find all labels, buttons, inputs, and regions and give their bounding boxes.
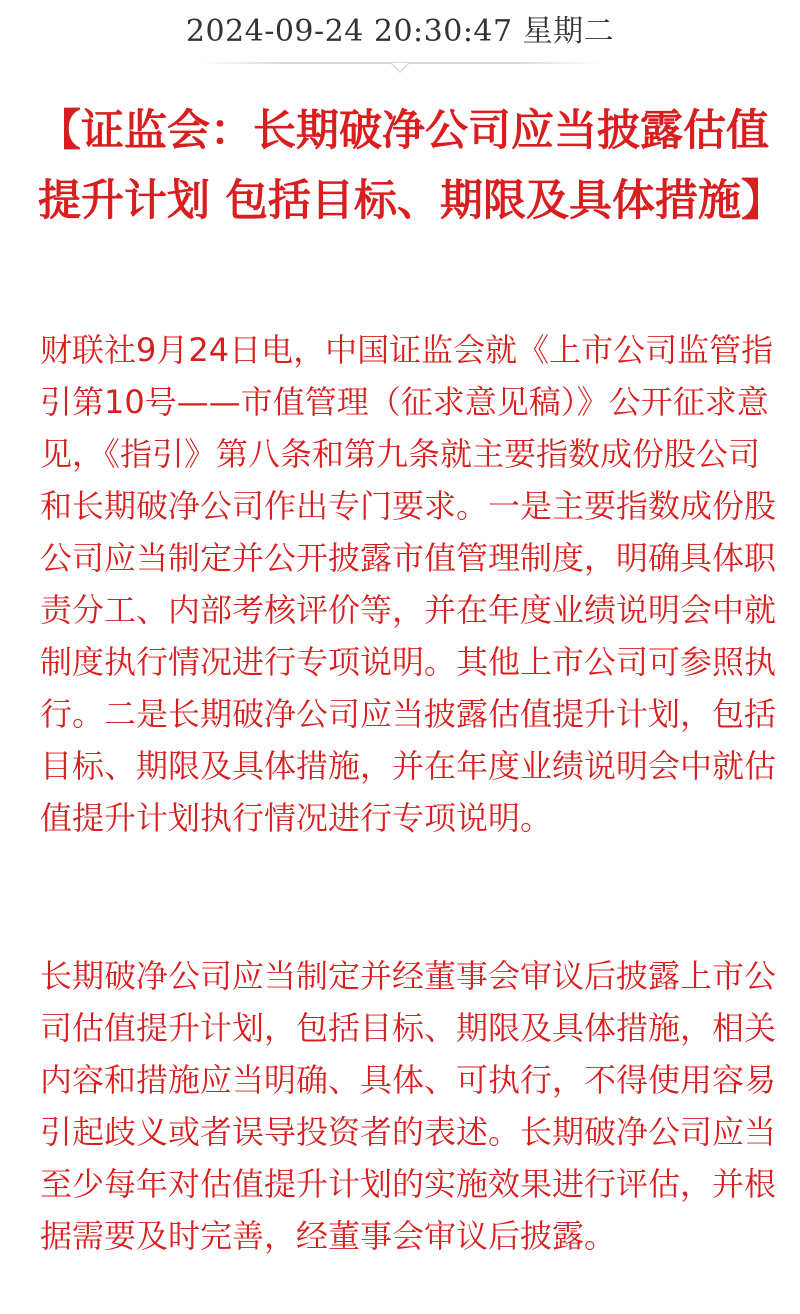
divider-notch-icon	[391, 63, 409, 73]
article-paragraph-2: 长期破净公司应当制定并经董事会审议后披露上市公司估值提升计划，包括目标、期限及具体措施，相关内容和措施应当明确、具体、可执行，不得使用容易引起歧义或者误导投资者的表述。长期破净公司应当至少每年对估值提升计划的实施效果进行评估，并根据需要及时完善，经董事会审议后披露。	[40, 957, 777, 1255]
article-headline: 【证监会：长期破净公司应当披露估值提升计划 包括目标、期限及具体措施】	[38, 106, 784, 226]
publish-datetime: 2024-09-24 20:30:47 星期二	[185, 14, 615, 49]
article-paragraph-1: 财联社9月24日电，中国证监会就《上市公司监管指引第10号——市值管理（征求意见稿）》公开征求意见，《指引》第八条和第九条就主要指数成份股公司和长期破净公司作出专门要求。一是主要指数成份股公司应当制定并公开披露市值管理制度，明确具体职责分工、内部考核评价等，并在年度业绩说明会中就制度执行情况进行专项说明。其他上市公司可参照执行。二是长期破净公司应当披露估值提升计划，包括目标、期限及具体措施，并在年度业绩说明会中就估值提升计划执行情况进行专项说明。	[40, 331, 777, 837]
